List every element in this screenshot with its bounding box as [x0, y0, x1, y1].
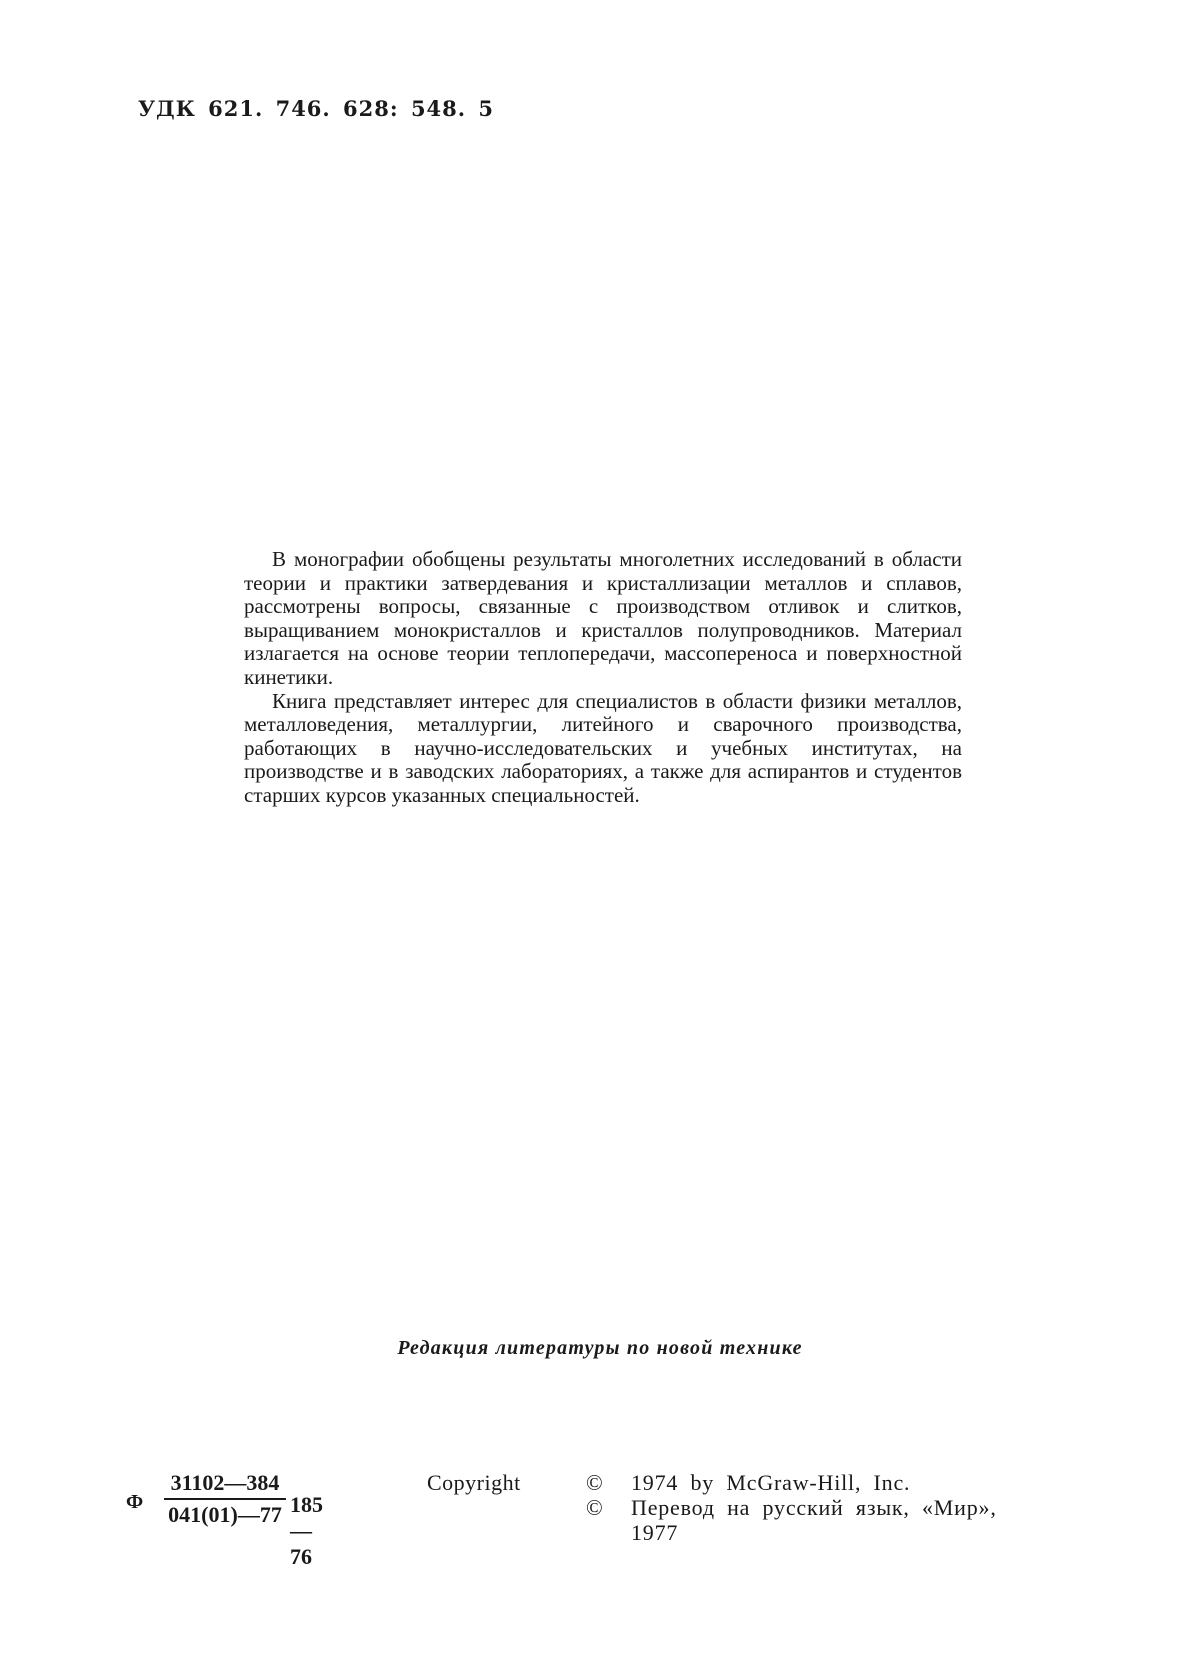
- code-suffix: 185—76: [290, 1492, 323, 1569]
- publication-code-fraction: [164, 1470, 286, 1528]
- annotation-paragraph: В монографии обобщены результаты многолетних исследований в области теории и практики затвердевания и кристаллизации металлов и сплавов, рассмотрены вопросы, связанные с производством отливок и слитков, выращиванием монокристаллов и кристаллов полупроводников. Материал излагается на основе теории теплопередачи, массопереноса и поверхностной кинетики.: [244, 547, 962, 689]
- translation-year: 1977: [631, 1520, 679, 1545]
- editorial-office-note: Редакция литературы по новой технике: [397, 1337, 803, 1359]
- code-denominator: 041(01)—77: [168, 1502, 282, 1527]
- annotation-paragraph: Книга представляет интерес для специалистов в области физики металлов, металловедения, металлургии, литейного и сварочного производства, работающих в научно-исследовательских и учебных институтах, на производстве и в заводских лабораториях, а также для аспирантов и студентов старших курсов указанных специальностей.: [244, 688, 962, 807]
- copyright-icon: ©: [586, 1495, 603, 1520]
- imprint-prefix: Ф: [126, 1491, 144, 1513]
- copyright-line: [586, 1495, 1006, 1520]
- copyright-line: [586, 1470, 1006, 1495]
- copyright-label: Copyright: [427, 1470, 521, 1495]
- copyright-text: Перевод на русский язык, «Мир»,: [631, 1495, 997, 1520]
- copyright-statements: [586, 1470, 1006, 1545]
- code-numerator: 31102—384: [164, 1470, 286, 1500]
- udc-code: УДК 621. 746. 628: 548. 5: [138, 96, 495, 121]
- annotation: [244, 548, 962, 808]
- copyright-icon: ©: [586, 1470, 603, 1495]
- copyright-text: 1974 by McGraw-Hill, Inc.: [631, 1470, 911, 1495]
